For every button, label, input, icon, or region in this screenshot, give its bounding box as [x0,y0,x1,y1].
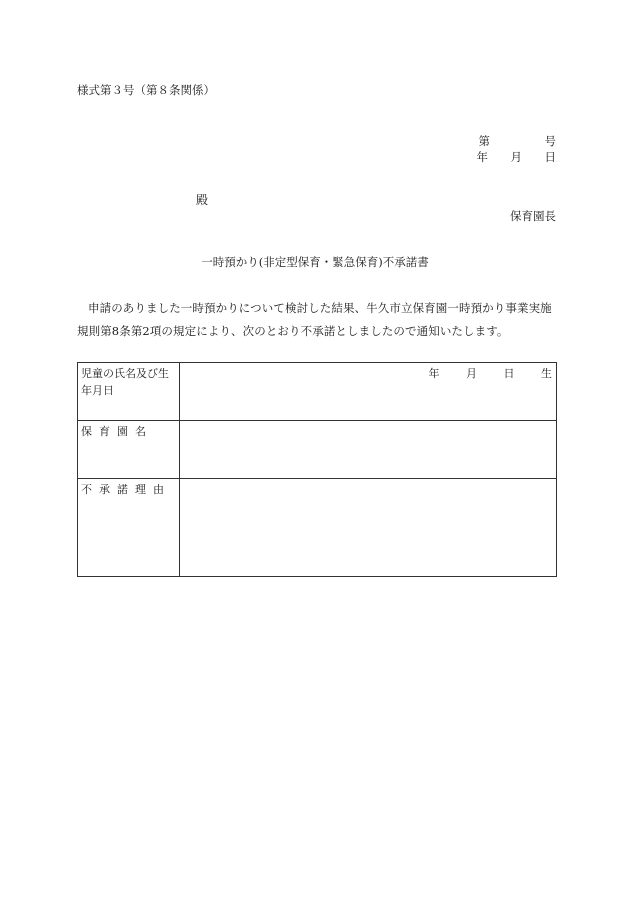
birth-year: 年 [428,367,440,380]
birth-day: 日 [503,367,515,380]
document-numbering [477,133,557,165]
child-name-value [180,363,557,421]
document-number-row [477,133,557,149]
nursery-name-label: 保育園名 [78,421,180,479]
birth-suffix: 生 [541,367,552,380]
recipient-honorific: 殿 [196,193,209,207]
date-month: 月 [510,150,522,164]
reason-value [180,479,557,577]
info-table [77,362,557,577]
table-row [78,479,557,577]
sender: 保育園長 [510,209,556,223]
form-number: 様式第３号（第８条関係） [77,83,215,97]
body-text: 申請のありました一時預かりについて検討した結果、牛久市立保育園一時預かり事業実施規則第8条第2項の規定により、次のとおり不承諾としましたので通知いたします。 [77,301,552,338]
number-prefix: 第 [478,134,490,148]
table-row [78,363,557,421]
document-title: 一時預かり(非定型保育・緊急保育)不承諾書 [201,255,429,269]
number-suffix: 号 [544,134,556,148]
reason-label: 不承諾理由 [78,479,180,577]
issue-date-row [477,149,557,165]
nursery-name-value [180,421,557,479]
birth-month: 月 [466,367,477,380]
table-row [78,421,557,479]
date-year: 年 [476,150,488,164]
birth-date [429,365,553,381]
date-day: 日 [544,150,556,164]
child-name-label: 児童の氏名及び生年月日 [78,363,180,421]
